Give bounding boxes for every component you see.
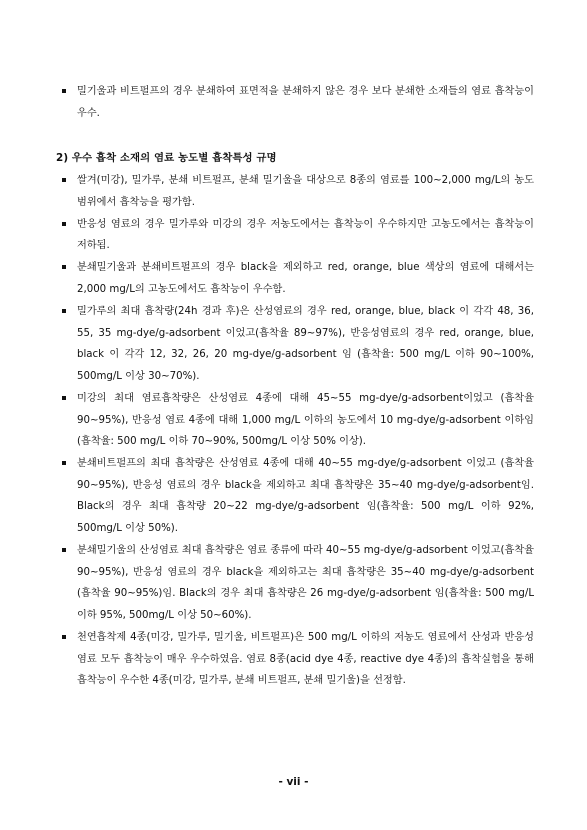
intro-list [56, 81, 534, 124]
list-item: 밀가루의 최대 흡착량(24h 경과 후)은 산성염료의 경우 red, orange, blue, black 이 각각 48, 36, 55, 35 mg-dye/g-adsorbent 이었고(흡착율 89~97%), 반응성염료의 경우 red, orange, blue, black 이 각각 12, 32, 26, 20 mg-dye/g-adsorbent 임 (흡착율: 500 mg/L 이하 90~100%, 500mg/L 이상 30~70%). [56, 301, 534, 387]
list-item: 분쇄비트펄프의 최대 흡착량은 산성염료 4종에 대해 40~55 mg-dye/g-adsorbent 이었고 (흡착율 90~95%), 반응성 염료의 경우 black을 제외하고 최대 흡착량은 35~40 mg-dye/g-adsorbent임. Black의 경우 최대 흡착량 20~22 mg-dye/g-adsorbent 임(흡착율: 500 mg/L 이하 92%, 500mg/L 이상 50%). [56, 453, 534, 539]
section-heading: 2) 우수 흡착 소재의 염료 농도별 흡착특성 규명 [56, 152, 277, 164]
findings-list [56, 170, 534, 692]
list-item: 분쇄밀기울의 산성염료 최대 흡착량은 염료 종류에 따라 40~55 mg-dye/g-adsorbent 이었고(흡착율 90~95%), 반응성 염료의 경우 black을 제외하고는 최대 흡착량은 35~40 mg-dye/g-adsorbent (흡착율 90~95%)임. Black의 경우 최대 흡착량은 26 mg-dye/g-adsorbent 임(흡착율: 500 mg/L 이하 95%, 500mg/L 이상 50~60%). [56, 540, 534, 626]
list-item: 미강의 최대 염료흡착량은 산성염료 4종에 대해 45~55 mg-dye/g-adsorbent이었고 (흡착율 90~95%), 반응성 염료 4종에 대해 1,000 mg/L 이하의 농도에서 10 mg-dye/g-adsorbent 이하임(흡착율: 500 mg/L 이하 70~90%, 500mg/L 이상 50% 이상). [56, 388, 534, 453]
page-number: - vii - [278, 776, 309, 788]
list-item: 천연흡착제 4종(미강, 밀가루, 밀기울, 비트펄프)은 500 mg/L 이하의 저농도 염료에서 산성과 반응성 염료 모두 흡착능이 매우 우수하였음. 염료 8종(acid dye 4종, reactive dye 4종)의 흡착실험을 통해 흡착능이 우수한 4종(미강, 밀가루, 분쇄 비트펄프, 분쇄 밀기울)을 선정함. [56, 627, 534, 692]
list-item: 쌀겨(미강), 밀가루, 분쇄 비트펄프, 분쇄 밀기울을 대상으로 8종의 염료를 100~2,000 mg/L의 농도 범위에서 흡착능을 평가함. [56, 170, 534, 213]
list-item: 반응성 염료의 경우 밀가루와 미강의 경우 저농도에서는 흡착능이 우수하지만 고농도에서는 흡착능이 저하됨. [56, 214, 534, 257]
list-item: 분쇄밀기울과 분쇄비트펄프의 경우 black을 제외하고 red, orange, blue 색상의 염료에 대해서는 2,000 mg/L의 고농도에서도 흡착능이 우수함. [56, 257, 534, 300]
list-item: 밀기울과 비트펄프의 경우 분쇄하여 표면적을 분쇄하지 않은 경우 보다 분쇄한 소재들의 염료 흡착능이 우수. [56, 81, 534, 124]
